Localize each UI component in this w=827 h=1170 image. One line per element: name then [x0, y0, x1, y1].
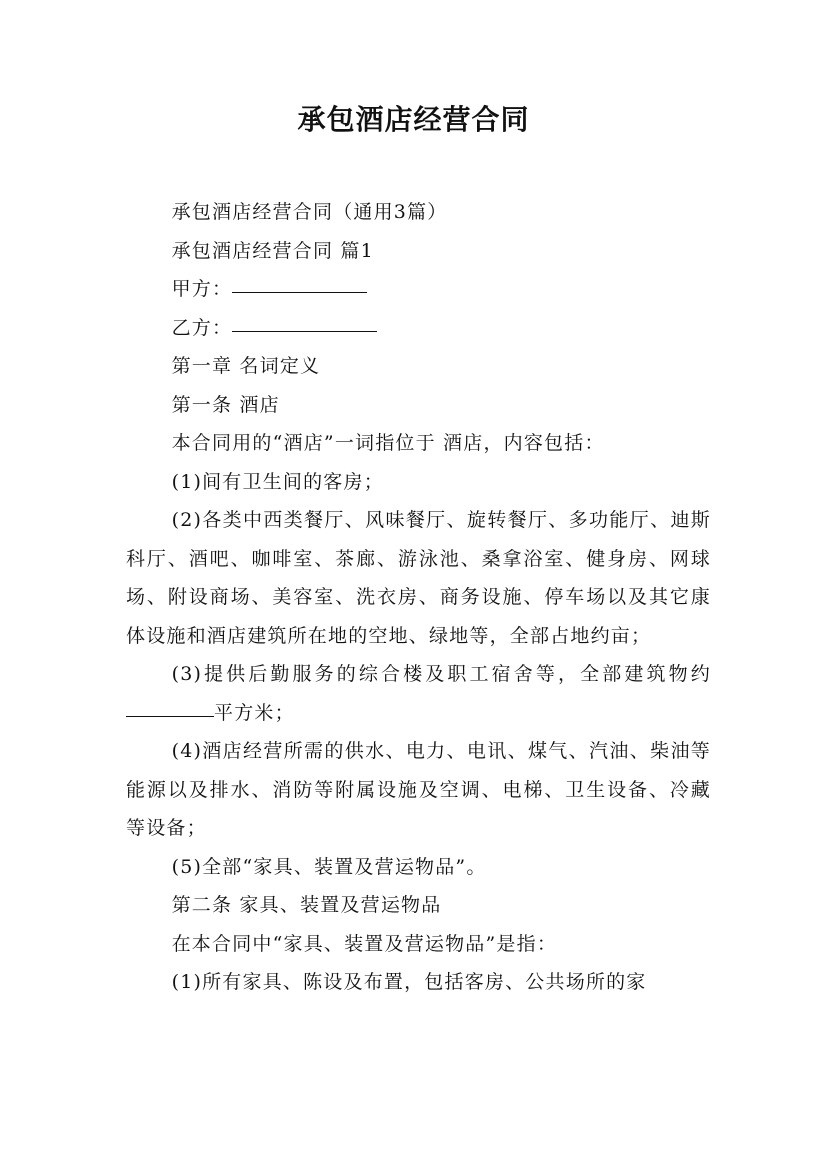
article-2-item-1: (1)所有家具、陈设及布置，包括客房、公共场所的家 [171, 971, 647, 993]
document-body [126, 193, 711, 1002]
document-title: 承包酒店经营合同 [297, 103, 530, 136]
section-heading: 承包酒店经营合同 篇1 [171, 239, 374, 262]
item-5: (5)全部“家具、装置及营运物品”。 [171, 855, 487, 878]
party-a-blank [232, 270, 367, 293]
chapter-heading: 第一章 名词定义 [171, 355, 321, 377]
article-1-intro: 本合同用的“酒店”一词指位于 酒店，内容包括： [171, 432, 605, 454]
item-3-text: (3)提供后勤服务的综合楼及职工宿舍等，全部建筑物约 [171, 663, 711, 685]
item-3-blank [126, 694, 214, 717]
item-1: (1)间有卫生间的客房； [171, 470, 384, 493]
party-b-line [126, 309, 711, 348]
party-b-label: 乙方： [171, 316, 233, 339]
article-2-heading: 第二条 家具、装置及营运物品 [171, 894, 442, 916]
article-1-heading: 第一条 酒店 [171, 393, 280, 416]
item-3 [126, 655, 711, 732]
party-b-blank [232, 309, 377, 332]
item-2: (2)各类中西类餐厅、风味餐厅、旋转餐厅、多功能厅、迪斯科厅、酒吧、咖啡室、茶廊、游泳池、桑拿浴室、健身房、网球场、附设商场、美容室、洗衣房、商务设施、停车场以及其它康体设施和酒店建筑所在地的空地、绿地等，全部占地约亩； [126, 509, 711, 647]
item-4: (4)酒店经营所需的供水、电力、电讯、煤气、汽油、柴油等能源以及排水、消防等附属设施及空调、电梯、卫生设备、冷藏等设备； [126, 740, 711, 839]
article-2-intro: 在本合同中“家具、装置及营运物品”是指： [171, 932, 558, 955]
party-a-line [126, 270, 711, 309]
item-3-unit: 平方米； [214, 701, 295, 724]
subtitle: 承包酒店经营合同（通用3篇） [171, 201, 448, 223]
party-a-label: 甲方： [171, 278, 233, 300]
